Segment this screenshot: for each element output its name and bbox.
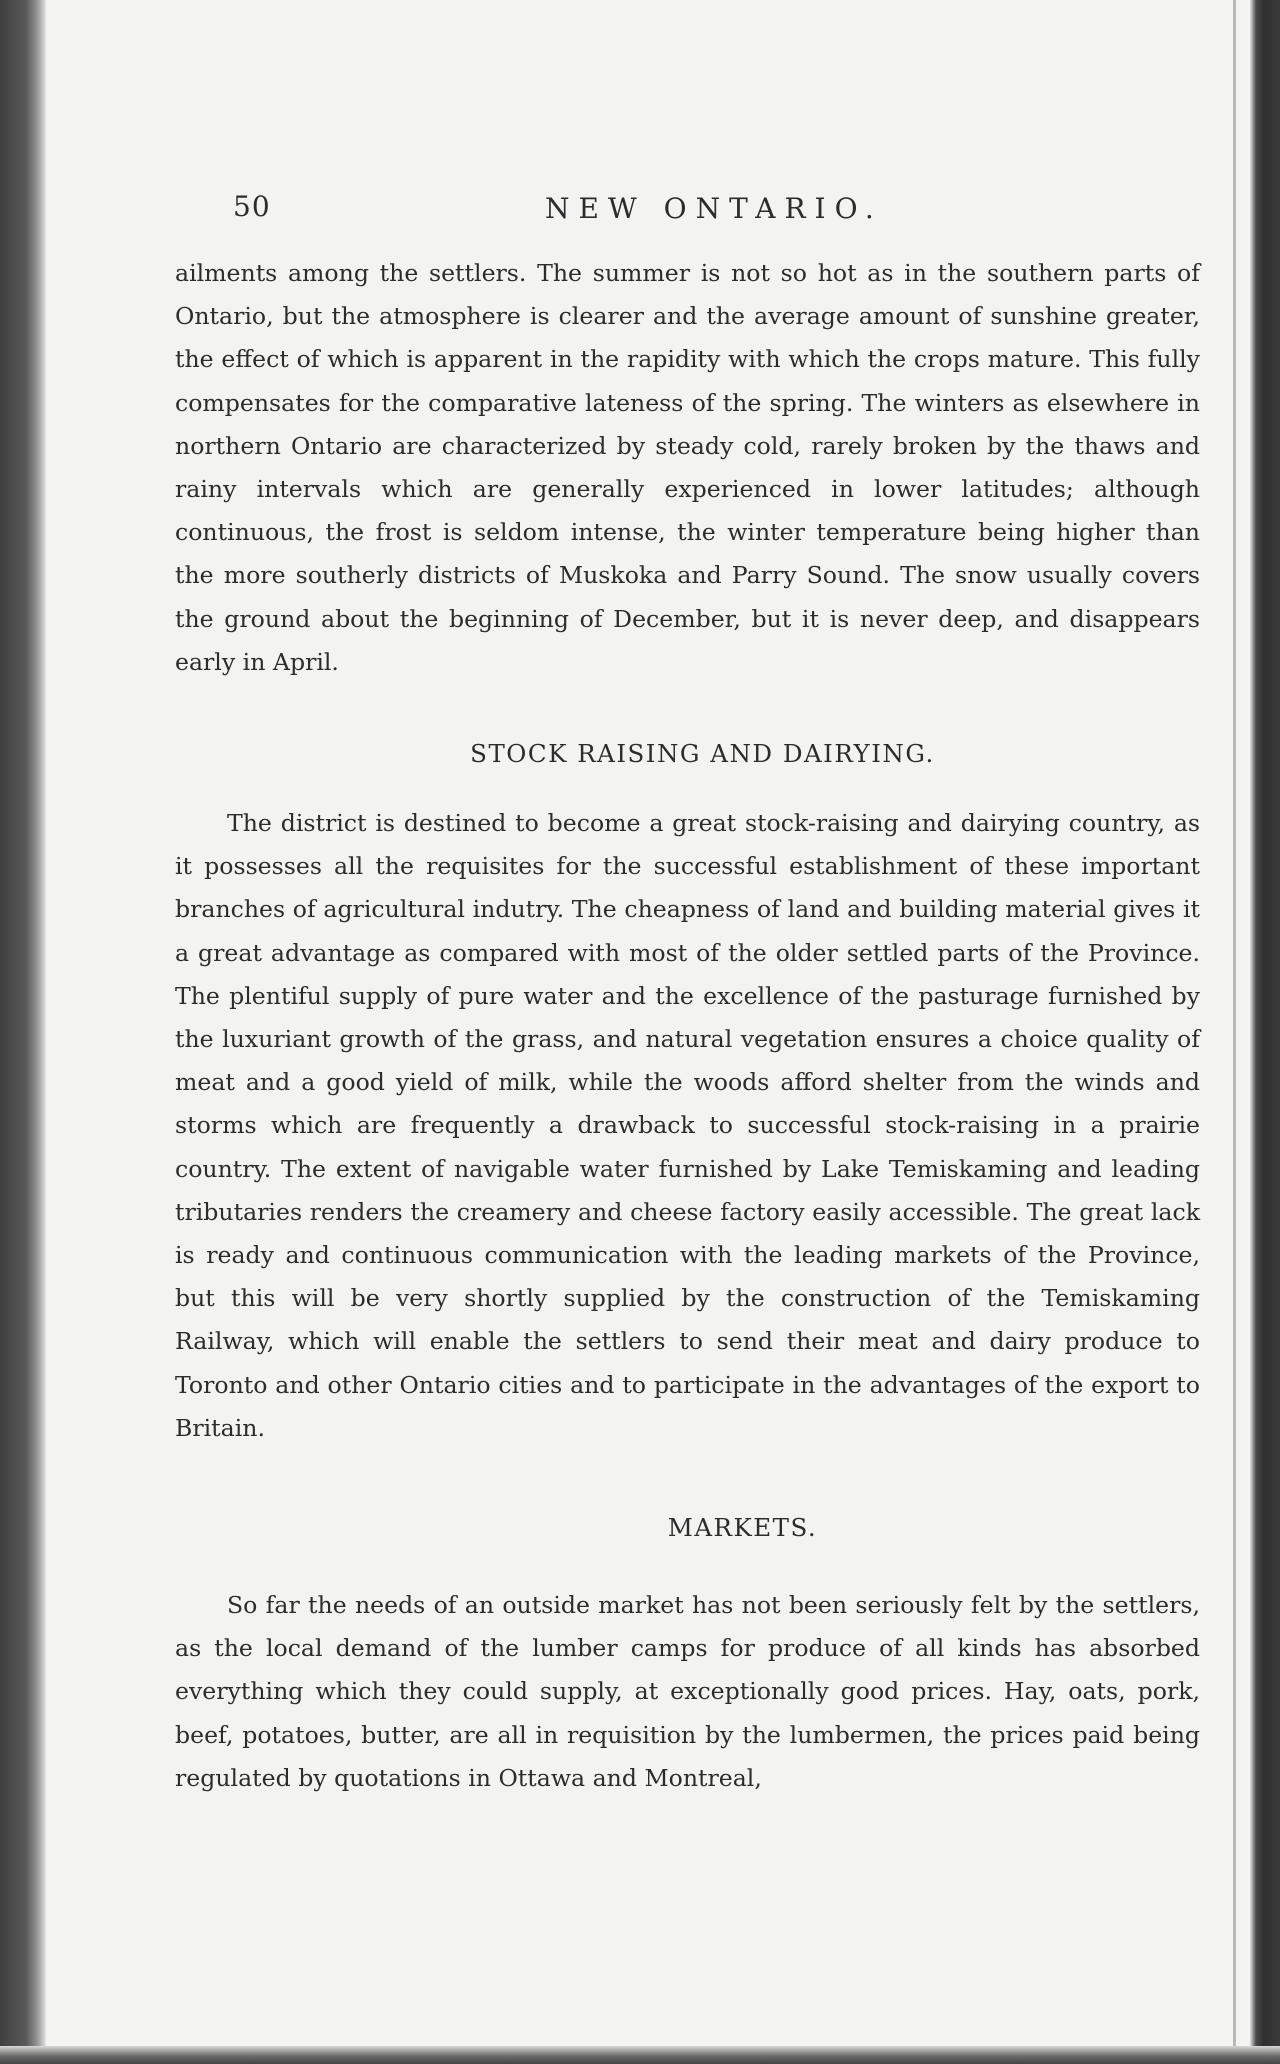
page-number: 50 — [233, 190, 271, 223]
stock-raising-paragraph: The district is destined to become a great stock-raising and dairying country, as it possesses all the requisites for the successful establishment of these important branches of agricultural indutry. The cheapness of land and building material gives it a great advantage as compared with most of the older settled parts of the Province. The plentiful supply of pure water and the excellence of the pasturage furnished by the luxuriant growth of the grass, and natural vegetation ensures a choice quality of meat and a good yield of milk, while the woods afford shelter from the winds and storms which are frequently a drawback to successful stock-raising in a prairie country. The extent of navigable water furnished by Lake Temiskaming and leading tributaries renders the creamery and cheese factory easily accessible. The great lack is ready and continuous communication with the leading markets of the Province, but this will be very shortly supplied by the construction of the Temiskaming Railway, which will enable the settlers to send their meat and dairy produce to Toronto and other Ontario cities and to participate in the advantages of the export to Britain. — [175, 809, 1200, 1442]
bottom-page-border — [0, 2046, 1280, 2064]
right-page-border — [1250, 0, 1280, 2064]
page-content — [175, 190, 1200, 1800]
markets-paragraph: So far the needs of an outside market has not been seriously felt by the settlers, as the local demand of the lumber camps for produce of all kinds has absorbed everything which they could supply, at exceptionally good prices. Hay, oats, pork, beef, potatoes, butter, are all in requisition by the lumbermen, the prices paid being regulated by quotations in Ottawa and Montreal, — [175, 1591, 1200, 1792]
markets-heading: MARKETS. — [667, 1513, 818, 1543]
book-title: NEW ONTARIO. — [545, 192, 883, 225]
running-header — [175, 190, 1200, 230]
page-edge-line — [1233, 0, 1236, 2064]
intro-paragraph: ailments among the settlers. The summer is not so hot as in the southern parts of Ontario, but the atmosphere is clearer and the average amount of sunshine greater, the effect of which is apparent in the rapidity with which the crops mature. This fully compensates for the comparative lateness of the spring. The winters as elsewhere in northern Ontario are characterized by steady cold, rarely broken by the thaws and rainy intervals which are generally experienced in lower latitudes; although continuous, the frost is seldom intense, the winter temperature being higher than the more southerly districts of Muskoka and Parry Sound. The snow usually covers the ground about the beginning of December, but it is never deep, and disappears early in April. — [175, 259, 1200, 676]
stock-raising-heading: STOCK RAISING AND DAIRYING. — [470, 739, 935, 769]
book-spine-edge — [0, 0, 46, 2064]
